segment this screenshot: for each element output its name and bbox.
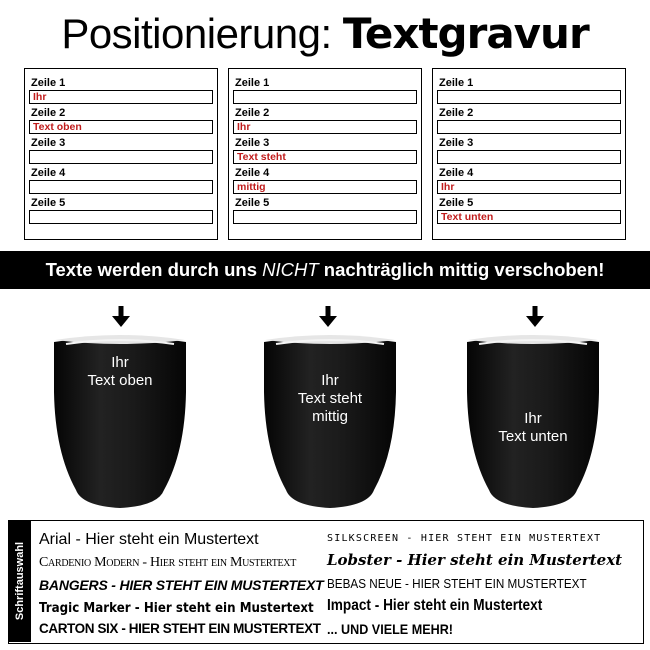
font-selection-panel — [8, 520, 644, 644]
field-label: Zeile 2 — [235, 107, 270, 119]
field-label: Zeile 4 — [235, 167, 270, 179]
font-sample-more: ... UND VIELE MEHR! — [327, 621, 454, 637]
field-input[interactable]: Ihr — [437, 180, 621, 194]
font-sample-tragic-marker: Tragic Marker - Hier steht ein Mustertext — [39, 600, 314, 616]
banner-emphasis: NICHT — [262, 259, 319, 280]
font-sample-bebas-neue: BEBAS NEUE - HIER STEHT EIN MUSTERTEXT — [327, 576, 587, 591]
arrow-down-icon — [525, 306, 545, 328]
field-input[interactable] — [233, 210, 417, 224]
font-sample-lobster: Lobster - Hier steht ein Mustertext — [327, 551, 623, 569]
field-input[interactable] — [437, 150, 621, 164]
font-sample-impact: Impact - Hier steht ein Mustertext — [327, 597, 543, 614]
field-label: Zeile 3 — [439, 137, 474, 149]
field-label: Zeile 3 — [31, 137, 66, 149]
engraving-line: mittig — [312, 408, 348, 425]
title-prefix: Positionierung: — [61, 10, 332, 57]
field-input[interactable] — [29, 210, 213, 224]
field-label: Zeile 4 — [31, 167, 66, 179]
engraving-line: Ihr — [321, 372, 339, 389]
cup-middle — [262, 332, 398, 512]
field-input[interactable] — [437, 90, 621, 104]
engraving-line: Ihr — [111, 354, 129, 371]
form-box-middle — [228, 68, 422, 240]
field-input[interactable] — [29, 180, 213, 194]
field-input[interactable]: mittig — [233, 180, 417, 194]
field-label: Zeile 1 — [31, 77, 66, 89]
form-box-bottom — [432, 68, 626, 240]
field-input[interactable]: Text unten — [437, 210, 621, 224]
field-label: Zeile 5 — [31, 197, 66, 209]
font-sample-silkscreen: SILKSCREEN - HIER STEHT EIN MUSTERTEXT — [327, 533, 602, 544]
engraving-line: Ihr — [524, 410, 542, 427]
cup-engraving — [52, 354, 188, 390]
field-label: Zeile 3 — [235, 137, 270, 149]
warning-banner — [0, 251, 650, 289]
side-tab — [9, 521, 31, 642]
arrow-down-icon — [318, 306, 338, 328]
cup-bottom — [465, 332, 601, 512]
field-label: Zeile 5 — [439, 197, 474, 209]
field-input[interactable] — [437, 120, 621, 134]
title-emphasis: Textgravur — [342, 9, 589, 58]
field-label: Zeile 2 — [31, 107, 66, 119]
field-input[interactable]: Text oben — [29, 120, 213, 134]
field-input[interactable]: Ihr — [233, 120, 417, 134]
banner-text-before: Texte werden durch uns — [45, 259, 263, 280]
field-input[interactable] — [233, 90, 417, 104]
field-input[interactable] — [29, 150, 213, 164]
field-label: Zeile 5 — [235, 197, 270, 209]
font-sample-arial: Arial - Hier steht ein Mustertext — [39, 531, 259, 548]
field-label: Zeile 4 — [439, 167, 474, 179]
font-sample-bangers: BANGERS - HIER STEHT EIN MUSTERTEXT — [39, 577, 324, 593]
font-sample-carton-six: CARTON SIX - HIER STEHT EIN MUSTERTEXT — [39, 621, 321, 636]
side-tab-label: Schriftauswahl — [14, 541, 26, 621]
arrow-down-icon — [111, 306, 131, 328]
engraving-line: Text steht — [297, 390, 363, 407]
form-box-top — [24, 68, 218, 240]
field-input[interactable]: Text steht — [233, 150, 417, 164]
field-label: Zeile 1 — [439, 77, 474, 89]
cup-engraving — [465, 410, 601, 446]
page-title — [0, 8, 650, 60]
field-label: Zeile 2 — [439, 107, 474, 119]
font-sample-cardenio: Cardenio Modern - Hier steht ein Mustertext — [39, 555, 297, 570]
engraving-line: Text unten — [498, 428, 568, 445]
cup-engraving — [262, 372, 398, 426]
cup-top — [52, 332, 188, 512]
field-label: Zeile 1 — [235, 77, 270, 89]
engraving-line: Text oben — [87, 372, 153, 389]
banner-text-after: nachträglich mittig verschoben! — [318, 259, 605, 280]
field-input[interactable]: Ihr — [29, 90, 213, 104]
